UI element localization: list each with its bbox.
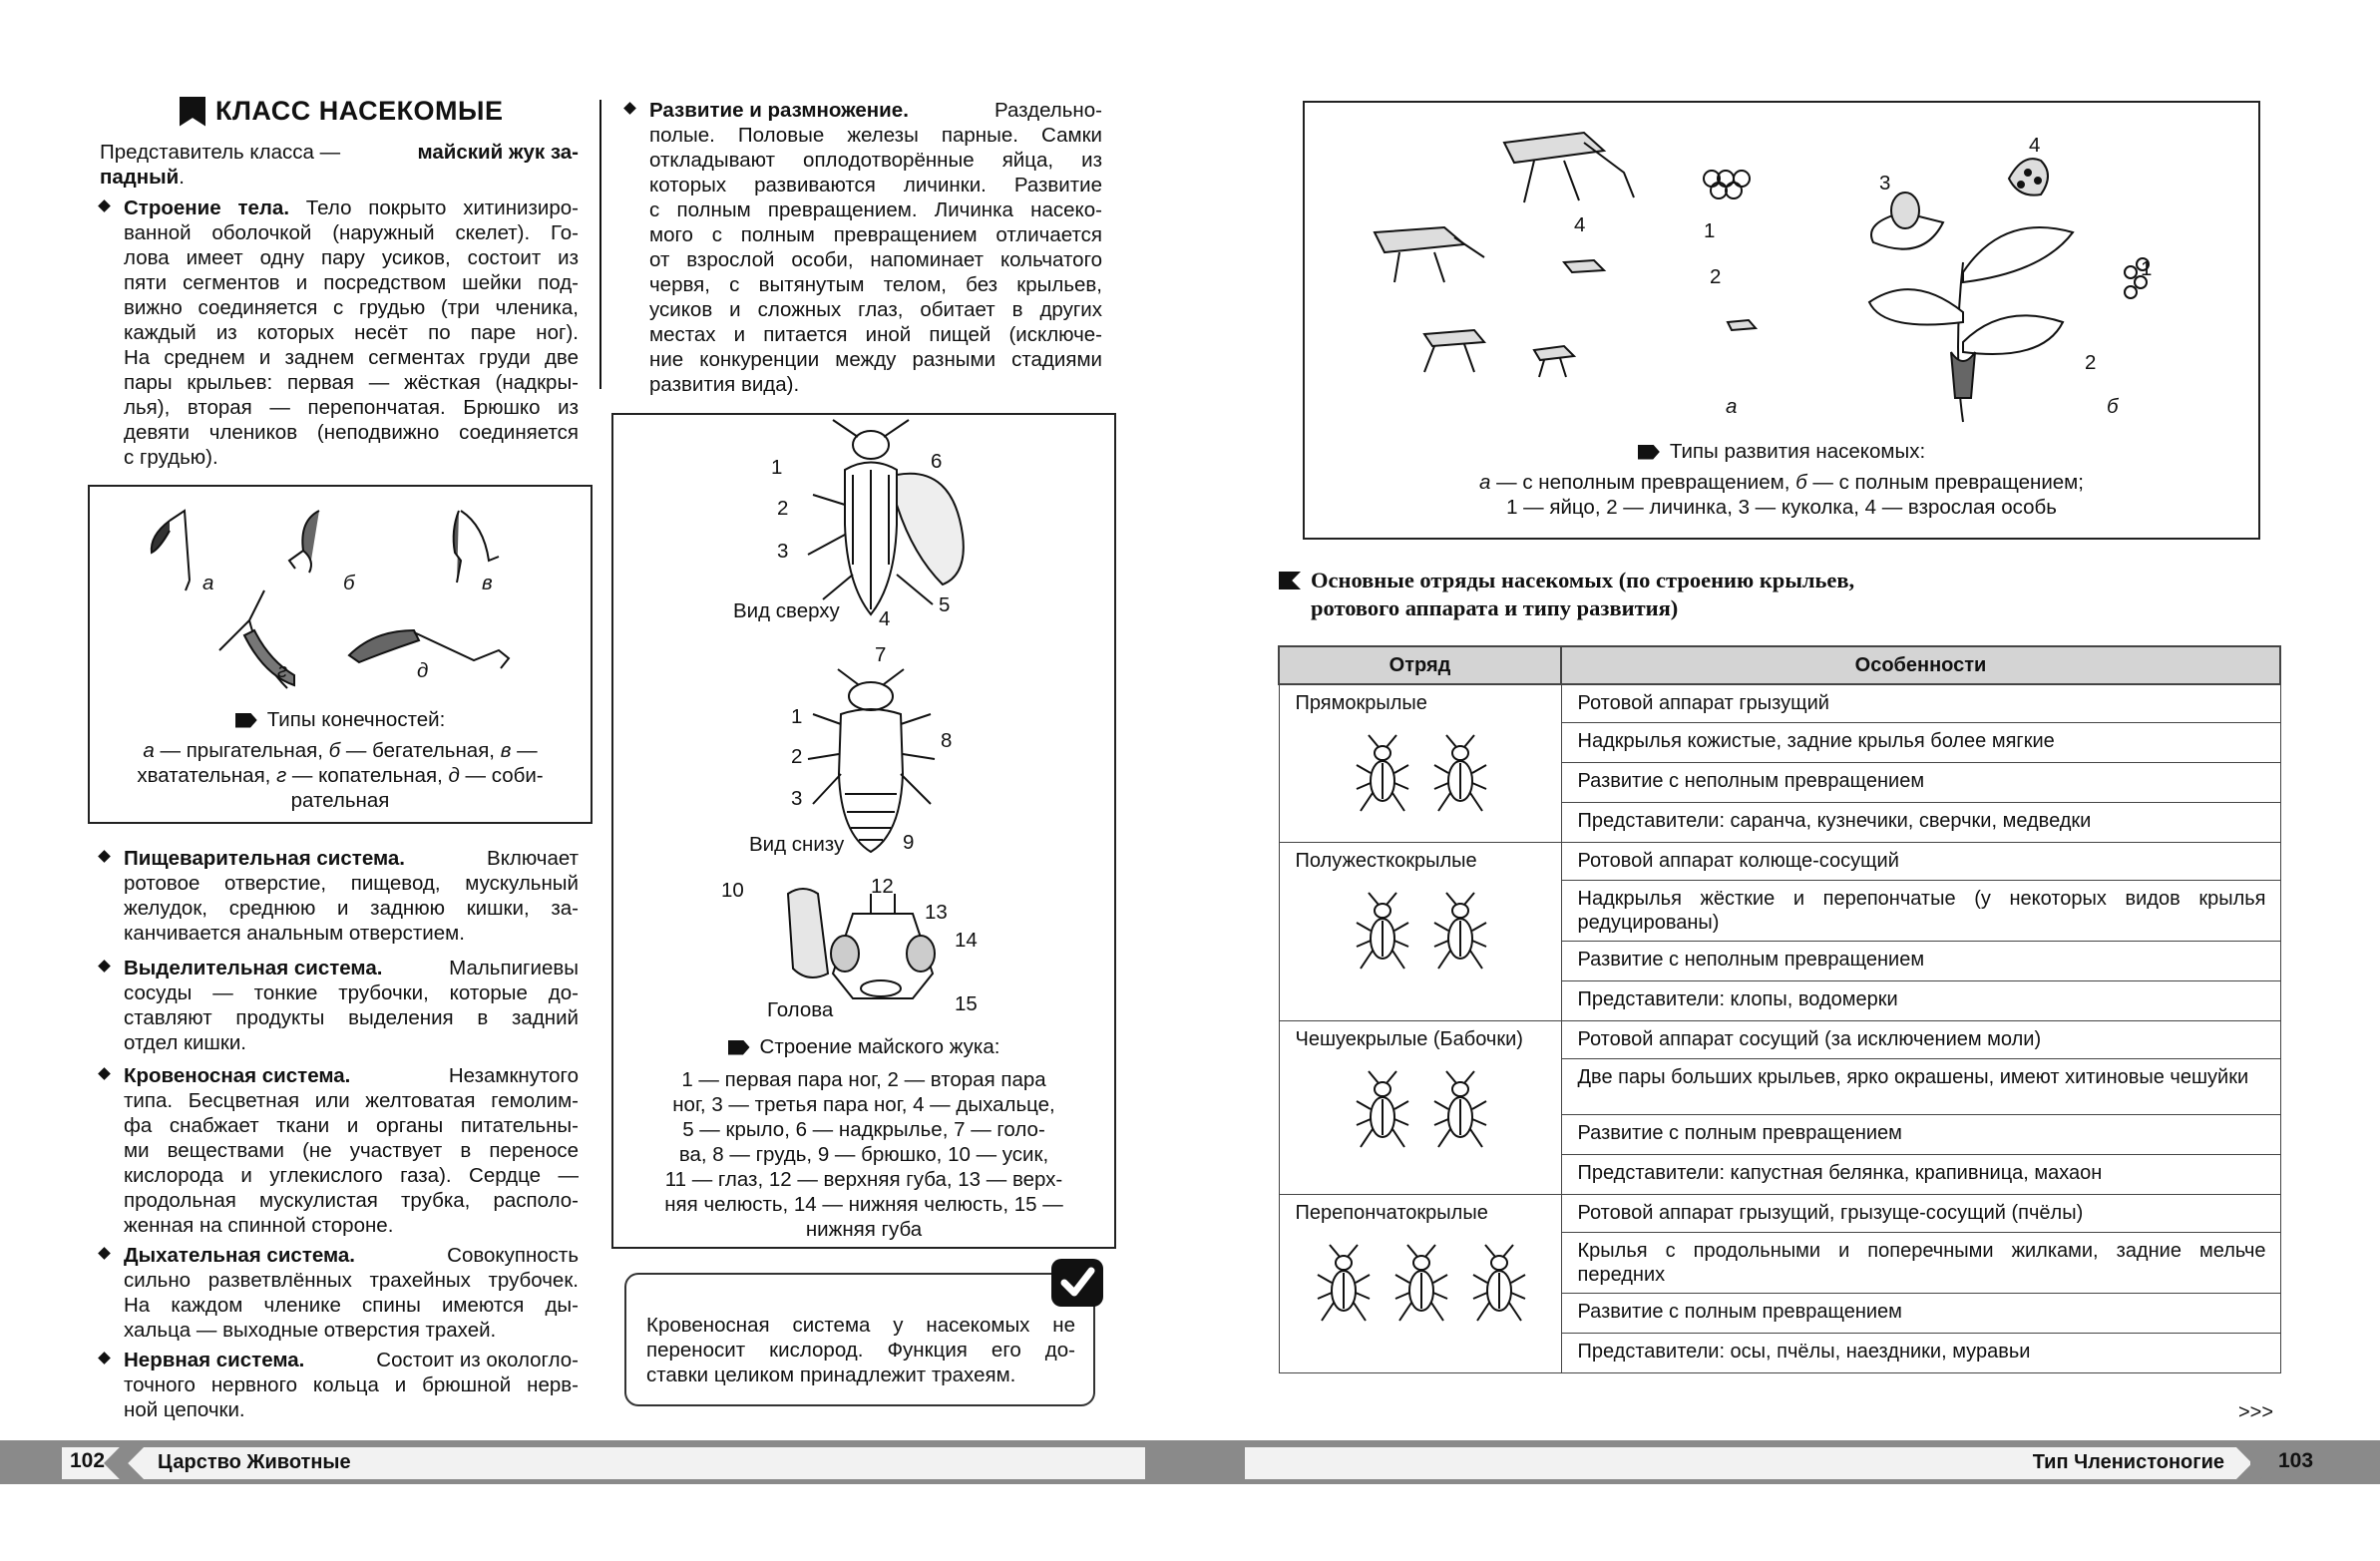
table-heading-line: Основные отряды насекомых (по строению крыльев, [1311, 568, 1855, 592]
dev-caption-title [1305, 440, 2258, 464]
order-name-cell [1279, 1194, 1561, 1372]
system-text: Состоит из окологло- [376, 1349, 579, 1371]
structure-line: пары крыльев: первая — жёсткая (надкры- [124, 371, 579, 394]
limb-letter-a: а [202, 572, 214, 594]
development-line: ние конкуренции между разными стадиями [649, 348, 1102, 371]
beetle-label: 10 [721, 879, 744, 902]
section-title [180, 96, 504, 127]
order-name: Перепончатокрылые [1295, 1201, 1488, 1224]
pointer-icon [728, 1040, 750, 1055]
intro-beetle-name-end: падный [100, 166, 180, 189]
note-box [624, 1273, 1095, 1406]
beetle-caption-line: ног, 3 — третья пара ног, 4 — дыхальце, [672, 1093, 1055, 1116]
table-row [1279, 684, 2280, 722]
structure-line: пяти сегментов и посредством шейки под- [124, 271, 579, 294]
structure-label: Строение тела. [124, 196, 290, 219]
structure-line: с грудью). [124, 446, 218, 469]
order-feature-cell: Ротовой аппарат сосущий (за исключением моли) [1561, 1020, 2280, 1058]
note-line: Кровеносная система у насекомых не [646, 1314, 1075, 1337]
order-insect-icons [1296, 1241, 1547, 1331]
orders-table [1278, 645, 2281, 1373]
intro-beetle-name: майский жук за- [417, 141, 579, 164]
note-text [646, 1313, 1075, 1387]
dev-letter-b: б [2107, 395, 2119, 418]
intro-period: . [179, 166, 185, 189]
order-feature-cell: Развитие с неполным превращением [1561, 762, 2280, 802]
system-body [124, 846, 579, 946]
structure-line: каждый из которых несёт по паре ног). [124, 321, 579, 344]
system-line: точного нервного кольца и брюшной нерв- [124, 1373, 579, 1396]
system-line: продольная мускулистая трубка, располо- [124, 1189, 579, 1212]
order-feature-cell: Развитие с полным превращением [1561, 1114, 2280, 1154]
system-line: ной цепочки. [124, 1398, 245, 1421]
order-name-cell [1279, 842, 1561, 1020]
limb-letter-d: д [417, 659, 429, 682]
beetle-label: 4 [879, 607, 891, 630]
limbs-caption-title [90, 708, 591, 732]
footer-title-left: Царство Животные [158, 1451, 351, 1473]
development-line: червя, с вытянутым телом, без крыльев, [649, 273, 1102, 296]
insect-icon [1391, 1241, 1451, 1331]
beetle-label: 12 [871, 875, 894, 898]
beetle-label: 6 [931, 450, 943, 473]
order-name-cell [1279, 1020, 1561, 1194]
development-line: развития вида). [649, 373, 800, 396]
dev-number: 1 [2141, 257, 2153, 280]
page-number-right: 103 [2278, 1449, 2314, 1472]
column-divider [599, 100, 601, 389]
insect-icon [1469, 1241, 1529, 1331]
order-feature-cell: Ротовой аппарат грызущий, грызуще-сосущий (пчёлы) [1561, 1194, 2280, 1232]
insect-icon [1430, 889, 1490, 978]
order-name-cell [1279, 684, 1561, 842]
order-name: Полужесткокрылые [1295, 849, 1477, 872]
system-label: Кровеносная система. [124, 1064, 351, 1087]
system-line: ротовое отверстие, пищевод, мускульный [124, 872, 579, 895]
pointer-icon [1638, 445, 1660, 460]
order-feature-cell: Ротовой аппарат грызущий [1561, 684, 2280, 722]
limb-letter-v: в [482, 572, 493, 594]
system-line: фа снабжает ткани и органы питательны- [124, 1114, 579, 1137]
insect-icon [1353, 731, 1412, 821]
structure-paragraph [100, 195, 579, 470]
table-row [1279, 1194, 2280, 1232]
beetle-caption-line: 11 — глаз, 12 — верхняя губа, 13 — верх- [664, 1168, 1063, 1191]
dev-number: 2 [1710, 265, 1722, 288]
structure-line: девяти члеников (неподвижно соединяется [124, 421, 579, 444]
dev-number: 4 [1574, 213, 1586, 236]
table-row [1279, 1020, 2280, 1058]
table-heading-line: ротового аппарата и типу развития) [1311, 595, 1679, 620]
beetle-label: 14 [955, 929, 978, 952]
order-insect-icons [1296, 731, 1547, 821]
beetle-label: 1 [791, 705, 803, 728]
insect-icon [1353, 1067, 1412, 1157]
beetle-head-caption: Голова [767, 998, 834, 1021]
development-line: местах и питается иной пищей (исключе- [649, 323, 1102, 346]
order-feature-cell: Представители: клопы, водомерки [1561, 980, 2280, 1020]
dev-caption [1305, 470, 2258, 520]
development-illustration [1305, 103, 2258, 442]
beetle-caption-line: 1 — первая пара ног, 2 — вторая пара [681, 1068, 1046, 1091]
insect-icon [1353, 889, 1412, 978]
system-line: сильно разветвлённых трахейных трубочек. [124, 1269, 579, 1292]
limbs-caption-line: а — прыгательная, б — бегательная, в — [143, 739, 538, 762]
bullet-icon [98, 960, 111, 973]
beetle-label: 8 [941, 729, 953, 752]
development-line: усиков и сложных глаз, обитает в других [649, 298, 1102, 321]
insect-icon [1430, 731, 1490, 821]
system-label: Пищеварительная система. [124, 847, 405, 870]
beetle-top-view-label: Вид сверху [733, 599, 840, 622]
bullet-icon [98, 1352, 111, 1365]
development-line: от взрослой особи, напоминает кольчатого [649, 248, 1102, 271]
system-paragraph [100, 1063, 579, 1238]
limbs-figure [88, 485, 593, 824]
order-feature-cell: Представители: капустная белянка, крапивница, махаон [1561, 1154, 2280, 1194]
system-text: Совокупность [447, 1244, 579, 1267]
structure-line: На среднем и заднем сегментах груди две [124, 346, 579, 369]
order-insect-icons [1296, 889, 1547, 978]
structure-line: вижно соединяется с грудью (три членика, [124, 296, 579, 319]
dev-letter-a: а [1726, 395, 1738, 418]
development-figure [1303, 101, 2260, 540]
system-line: кислорода и углекислого газа). Сердце — [124, 1164, 579, 1187]
limb-letter-b: б [343, 572, 355, 594]
system-body [124, 1063, 579, 1238]
limbs-caption-line: рательная [290, 789, 390, 812]
table-header-order: Отряд [1279, 646, 1561, 684]
limbs-caption-title-text: Типы конечностей: [266, 708, 446, 731]
order-feature-cell: Надкрылья жёсткие и перепончатые (у некоторых видов крылья редуцированы) [1561, 880, 2280, 941]
order-name: Прямокрылые [1295, 692, 1427, 714]
order-feature-cell: Развитие с полным превращением [1561, 1293, 2280, 1333]
beetle-caption-line: ва, 8 — грудь, 9 — брюшко, 10 — усик, [678, 1143, 1049, 1166]
table-heading [1279, 567, 1997, 622]
system-body [124, 956, 579, 1055]
system-label: Выделительная система. [124, 957, 383, 979]
dev-number: 3 [1879, 172, 1891, 195]
system-line: На каждом членике спины имеются ды- [124, 1294, 579, 1317]
structure-line: лова имеет одну пару усиков, состоит из [124, 246, 579, 269]
order-feature-cell: Ротовой аппарат колюще-сосущий [1561, 842, 2280, 880]
beetle-illustration [613, 415, 1114, 1033]
bullet-icon [98, 199, 111, 212]
system-body [124, 1348, 579, 1422]
bookmark-icon [180, 97, 205, 127]
page-number-left: 102 [70, 1449, 106, 1472]
limbs-caption-line: хватательная, г — копательная, д — соби- [137, 764, 544, 787]
beetle-label: 15 [955, 992, 978, 1015]
system-paragraph [100, 1348, 579, 1422]
structure-line: Тело покрыто хитинизиро- [305, 196, 579, 219]
development-line: откладывают оплодотворённые яйца, из [649, 149, 1102, 172]
system-line: желудок, среднюю и заднюю кишки, за- [124, 897, 579, 920]
system-label: Нервная система. [124, 1349, 305, 1371]
beetle-label: 3 [791, 787, 803, 810]
development-line: с полным превращением. Личинка насеко- [649, 198, 1102, 221]
order-insect-icons [1296, 1067, 1547, 1157]
beetle-caption-line: нижняя губа [805, 1218, 923, 1241]
bullet-icon [623, 102, 636, 115]
beetle-label: 13 [925, 901, 948, 924]
order-name: Чешуекрылые (Бабочки) [1295, 1027, 1523, 1050]
development-label: Развитие и размножение. [649, 99, 909, 122]
system-line: сосуды — тонкие трубочки, которые до- [124, 981, 579, 1004]
beetle-label: 5 [939, 593, 951, 616]
beetle-label: 3 [777, 540, 789, 563]
section-title-text: КЛАСС НАСЕКОМЫЕ [215, 96, 504, 126]
beetle-label: 9 [903, 831, 915, 854]
system-line: канчивается анальным отверстием. [124, 922, 465, 945]
beetle-caption-title [613, 1035, 1114, 1059]
beetle-caption [623, 1067, 1104, 1242]
order-feature-cell: Представители: осы, пчёлы, наездники, муравьи [1561, 1333, 2280, 1372]
system-line: типа. Бесцветная или желтоватая гемолим- [124, 1089, 579, 1112]
bullet-icon [98, 1247, 111, 1260]
limbs-caption [100, 738, 581, 813]
system-paragraph [100, 1243, 579, 1343]
intro-prefix: Представитель класса — [100, 141, 341, 164]
beetle-caption-title-text: Строение майского жука: [759, 1035, 1000, 1058]
intro-paragraph [100, 140, 579, 190]
note-line: ставки целиком принадлежит трахеям. [646, 1364, 1016, 1386]
limb-letter-g: г [277, 659, 288, 682]
system-line: ставляют продукты выделения в задний [124, 1006, 579, 1029]
dev-number: 1 [1704, 219, 1716, 242]
dev-caption-line: 1 — яйцо, 2 — личинка, 3 — куколка, 4 — взрослая особь [1506, 496, 2057, 519]
system-label: Дыхательная система. [124, 1244, 355, 1267]
development-line: Раздельно- [994, 99, 1102, 122]
note-line: переносит кислород. Функция его до- [646, 1339, 1075, 1362]
order-feature-cell: Развитие с неполным превращением [1561, 941, 2280, 980]
system-line: хальца — выходные отверстия трахей. [124, 1319, 497, 1342]
check-icon [1051, 1259, 1103, 1307]
system-line: отдел кишки. [124, 1031, 246, 1054]
order-feature-cell: Две пары больших крыльев, ярко окрашены, имеют хитиновые чешуйки [1561, 1058, 2280, 1114]
dev-caption-title-text: Типы развития насекомых: [1669, 440, 1926, 463]
bullet-icon [98, 850, 111, 863]
beetle-label: 2 [791, 745, 803, 768]
beetle-bottom-view-label: Вид снизу [749, 833, 845, 856]
beetle-label: 2 [777, 497, 789, 520]
development-paragraph [625, 98, 1102, 397]
development-line: мого с полным превращением отличается [649, 223, 1102, 246]
limbs-illustration [90, 491, 591, 690]
structure-line: ванной оболочкой (наружный скелет). Го- [124, 221, 579, 244]
table-row [1279, 842, 2280, 880]
system-line: ми веществами (не участвует в переносе [124, 1139, 579, 1162]
structure-line: лья), вторая — перепончатая. Брюшко из [124, 396, 579, 419]
system-paragraph [100, 846, 579, 946]
continue-mark: >>> [2238, 1401, 2274, 1423]
order-feature-cell: Крылья с продольными и поперечными жилками, задние мельче передних [1561, 1232, 2280, 1293]
system-line: женная на спинной стороне. [124, 1214, 394, 1237]
order-feature-cell: Представители: саранча, кузнечики, сверчки, медведки [1561, 802, 2280, 842]
insect-icon [1314, 1241, 1374, 1331]
heading-marker-icon [1279, 572, 1301, 589]
beetle-figure [611, 413, 1116, 1249]
dev-caption-line: а — с неполным превращением, б — с полным превращением; [1479, 471, 2084, 494]
order-feature-cell: Надкрылья кожистые, задние крылья более мягкие [1561, 722, 2280, 762]
dev-number: 2 [2085, 351, 2097, 374]
system-text: Мальпигиевы [449, 957, 579, 979]
footer-title-right: Тип Членистоногие [2032, 1451, 2224, 1473]
beetle-caption-line: 5 — крыло, 6 — надкрылье, 7 — голо- [682, 1118, 1045, 1141]
system-text: Незамкнутого [448, 1064, 579, 1087]
dev-number: 4 [2029, 134, 2041, 157]
beetle-label: 1 [771, 456, 783, 479]
pointer-icon [235, 713, 257, 728]
system-body [124, 1243, 579, 1343]
insect-icon [1430, 1067, 1490, 1157]
development-line: которых развиваются личинки. Развитие [649, 174, 1102, 196]
beetle-caption-line: няя челюсть, 14 — нижняя челюсть, 15 — [664, 1193, 1063, 1216]
system-paragraph [100, 956, 579, 1055]
bullet-icon [98, 1067, 111, 1080]
table-header-features: Особенности [1561, 646, 2280, 684]
development-line: полые. Половые железы парные. Самки [649, 124, 1102, 147]
system-text: Включает [487, 847, 579, 870]
beetle-label: 7 [875, 643, 887, 666]
